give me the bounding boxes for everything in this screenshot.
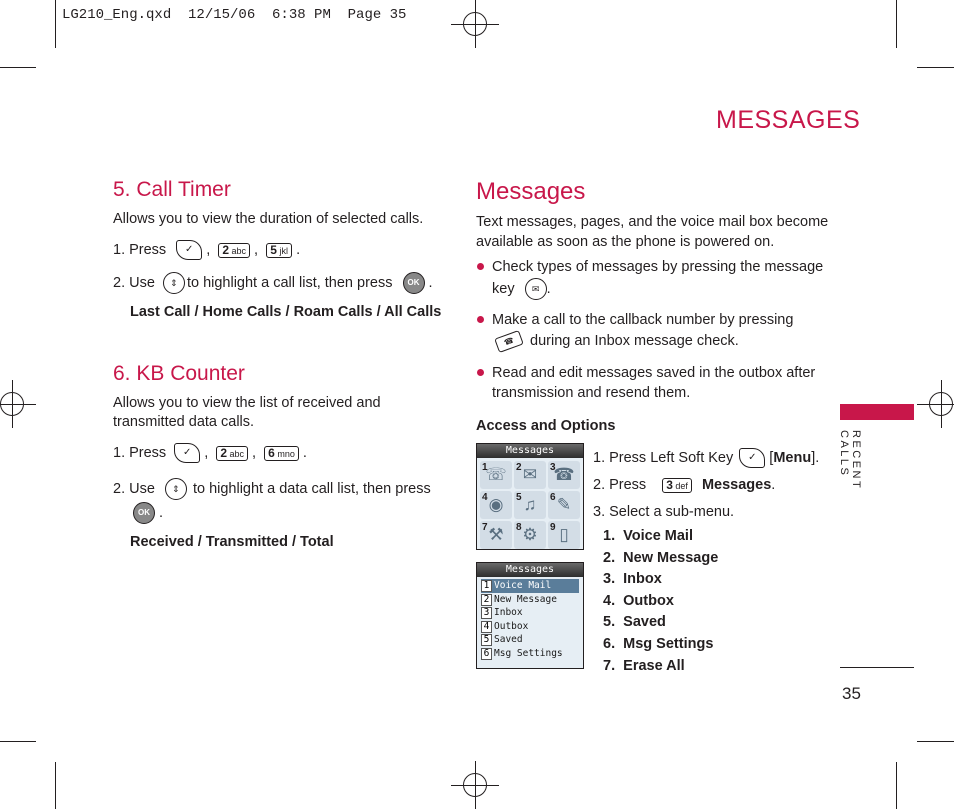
access-step-2: 2. Press 3 def Messages. xyxy=(593,477,776,493)
crop-mark xyxy=(55,0,56,48)
messages-bullet-1-line-2: key ✉ . xyxy=(492,278,551,300)
settings-icon: ⚒ xyxy=(488,525,504,544)
ok-key-icon: OK xyxy=(403,272,425,294)
menu-cell: 9 ▯ xyxy=(548,521,580,549)
send-key-icon: ☎ xyxy=(494,330,524,353)
screen-menu-item: 3 Inbox xyxy=(481,606,579,620)
step-label: 1. Press xyxy=(113,445,167,461)
kb-counter-step-2-ok: OK . xyxy=(133,502,163,524)
messages-intro-line-1: Text messages, pages, and the voice mail box become xyxy=(476,214,829,230)
key-5-icon: 5 jkl xyxy=(266,243,292,258)
messages-icon: ✉ xyxy=(522,465,538,484)
call-timer-options: Last Call / Home Calls / Roam Calls / All Calls xyxy=(130,304,442,320)
kb-counter-intro-line-1: Allows you to view the list of received and xyxy=(113,395,381,411)
menu-cell: 2 ✉ xyxy=(514,461,546,489)
sounds-icon: ♫ xyxy=(523,495,537,514)
menu-cell: 7 ⚒ xyxy=(480,521,512,549)
step-label: 1. Press xyxy=(113,242,167,258)
call-timer-step-2: 2. Use ⇕ to highlight a call list, then press OK . xyxy=(113,272,433,294)
crop-mark xyxy=(896,0,897,48)
phonebook-icon: ☏ xyxy=(485,465,507,484)
messages-intro-line-2: available as soon as the phone is powered on. xyxy=(476,234,775,250)
crop-mark xyxy=(55,762,56,809)
navigation-key-icon: ⇕ xyxy=(165,478,187,500)
key-2-icon: 2 abc xyxy=(218,243,250,258)
screen-menu-item: 5 Saved xyxy=(481,633,579,647)
crop-mark xyxy=(917,741,954,742)
call-timer-intro: Allows you to view the duration of selected calls. xyxy=(113,211,424,227)
gear-icon: ⚙ xyxy=(522,525,538,544)
recent-calls-icon: ☎ xyxy=(553,465,575,484)
messages-bullet-2-line-1: Make a call to the callback number by pressing xyxy=(492,312,794,328)
bullet-text: during an Inbox message check. xyxy=(530,333,739,349)
registration-mark xyxy=(917,380,954,428)
menu-cell: 5 ♫ xyxy=(514,491,546,519)
kb-counter-step-1: 1. Press ✓ , 2 abc , 6 mno . xyxy=(113,443,307,463)
navigation-key-icon: ⇕ xyxy=(163,272,185,294)
message-key-icon: ✉ xyxy=(525,278,547,300)
left-soft-key-icon: ✓ xyxy=(174,443,200,463)
submenu-item: 4. Outbox xyxy=(603,592,674,609)
submenu-item: 1. Voice Mail xyxy=(603,528,693,544)
key-3-icon: 3 def xyxy=(662,478,692,493)
submenu-item: 6. Msg Settings xyxy=(603,635,714,652)
kb-counter-intro-line-2: transmitted data calls. xyxy=(113,414,255,430)
access-options-heading: Access and Options xyxy=(476,418,616,434)
bullet-icon xyxy=(477,263,484,270)
screen-menu-item: 4 Outbox xyxy=(481,620,579,634)
screen-menu-item: 1 Voice Mail xyxy=(481,579,579,593)
step-text: to highlight a data call list, then press xyxy=(192,480,431,497)
messages-bullet-3-line-1: Read and edit messages saved in the outbox after xyxy=(492,365,816,381)
access-step-3: 3. Select a sub-menu. xyxy=(593,504,735,520)
call-timer-heading: 5. Call Timer xyxy=(113,178,231,201)
menu-cell: 1 ☏ xyxy=(480,461,512,489)
print-slug: LG210_Eng.qxd 12/15/06 6:38 PM Page 35 xyxy=(62,7,407,23)
menu-icon-grid xyxy=(477,458,583,550)
messages-bullet-3-line-2: transmission and resend them. xyxy=(492,385,691,401)
footer-rule xyxy=(840,667,914,668)
kb-counter-heading: 6. KB Counter xyxy=(113,362,245,385)
messages-bullet-2-line-2 xyxy=(496,331,739,351)
step-text: to highlight a call list, then press xyxy=(186,274,393,291)
crop-mark xyxy=(896,762,897,809)
page-number: 35 xyxy=(842,684,861,703)
left-soft-key-icon: ✓ xyxy=(739,448,765,468)
step-label: 2. Press xyxy=(593,477,647,493)
section-tab-marker xyxy=(840,404,914,420)
registration-mark xyxy=(451,761,499,809)
crop-mark xyxy=(0,741,36,742)
kb-counter-options: Received / Transmitted / Total xyxy=(130,534,334,550)
tools-icon: ✎ xyxy=(556,495,572,514)
access-step-1: 1. Press Left Soft Key ✓ [Menu]. xyxy=(593,448,819,468)
menu-cell: 6 ✎ xyxy=(548,491,580,519)
submenu-item: 3. Inbox xyxy=(603,571,662,588)
messages-heading: Messages xyxy=(476,178,586,205)
step-label: 2. Use xyxy=(113,480,155,497)
submenu-item: 7. Erase All xyxy=(603,657,685,674)
step-label: 2. Use xyxy=(113,274,155,291)
bullet-icon xyxy=(477,316,484,323)
crop-mark xyxy=(0,67,36,68)
menu-cell: 4 ◉ xyxy=(480,491,512,519)
phone-info-icon: ▯ xyxy=(559,525,569,544)
phone-screen-main-menu xyxy=(476,443,584,550)
bullet-text: key xyxy=(492,280,515,297)
internet-icon: ◉ xyxy=(488,495,504,514)
key-6-icon: 6 mno xyxy=(264,446,299,461)
screen-title-bar: Messages xyxy=(477,563,583,577)
messages-bullet-1-line-1: Check types of messages by pressing the message xyxy=(492,259,824,275)
screen-menu-item: 6 Msg Settings xyxy=(481,647,579,661)
section-tab-label: RECENT CALLS xyxy=(838,430,862,491)
menu-label: Menu xyxy=(773,450,812,466)
call-timer-step-1: 1. Press ✓ , 2 abc , 5 jkl . xyxy=(113,240,300,260)
menu-cell: 3 ☎ xyxy=(548,461,580,489)
screen-title-bar: Messages xyxy=(477,444,583,458)
crop-mark xyxy=(917,67,954,68)
bullet-icon xyxy=(477,369,484,376)
screen-menu-item: 2 New Message xyxy=(481,593,579,607)
screen-menu-list xyxy=(477,577,583,662)
left-soft-key-icon: ✓ xyxy=(176,240,202,260)
step-label: 1. Press Left Soft Key xyxy=(593,450,734,466)
registration-mark xyxy=(0,380,36,428)
key-2-icon: 2 abc xyxy=(216,446,248,461)
submenu-item: 5. Saved xyxy=(603,614,666,631)
messages-label: Messages xyxy=(701,477,772,493)
submenu-list xyxy=(603,526,718,677)
registration-mark xyxy=(451,0,499,48)
page-title: MESSAGES xyxy=(716,106,861,134)
ok-key-icon: OK xyxy=(133,502,155,524)
phone-screen-messages-list xyxy=(476,562,584,669)
menu-cell: 8 ⚙ xyxy=(514,521,546,549)
kb-counter-step-2 xyxy=(113,478,431,500)
submenu-item: 2. New Message xyxy=(603,549,719,566)
